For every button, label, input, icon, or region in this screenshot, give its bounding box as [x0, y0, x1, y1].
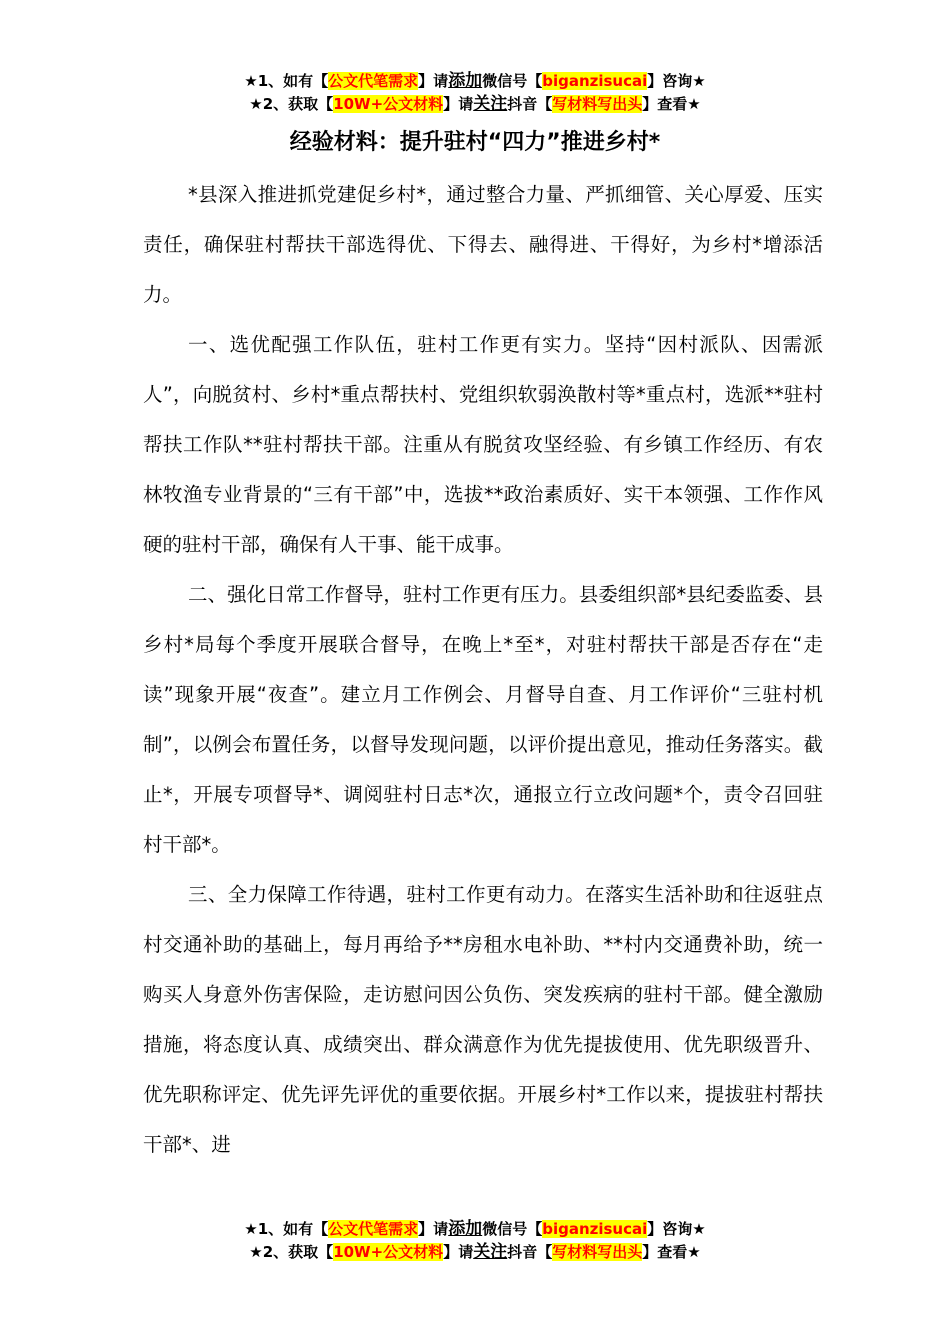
banner-highlight: 公文代笔需求 — [328, 1220, 419, 1238]
banner-text: ★1、如有【 — [244, 1220, 329, 1238]
banner-text: 微信号【 — [482, 1220, 543, 1238]
banner-highlight: 10W+公文材料 — [333, 95, 444, 113]
banner-text: 】查看★ — [642, 95, 701, 113]
banner-text: ★2、获取【 — [249, 95, 334, 113]
banner-text: ★1、如有【 — [244, 72, 329, 90]
banner-highlight: biganzisucai — [542, 1220, 648, 1238]
document-body — [143, 170, 823, 1170]
footer-banner — [0, 1218, 950, 1264]
banner-text: 】请 — [418, 72, 449, 90]
header-banner — [0, 70, 950, 116]
paragraph: 三、全力保障工作待遇，驻村工作更有动力。在落实生活补助和往返驻点村交通补助的基础上，每月再给予**房租水电补助、**村内交通费补助，统一购买人身意外伤害保险，走访慰问因公负伤、突发疾病的驻村干部。健全激励措施，将态度认真、成绩突出、群众满意作为优先提拔使用、优先职级晋升、优先职称评定、优先评先评优的重要依据。开展乡村*工作以来，提拔驻村帮扶干部*、进 — [143, 883, 823, 1156]
banner-text: 】咨询★ — [647, 72, 706, 90]
paragraph: *县深入推进抓党建促乡村*，通过整合力量、严抓细管、关心厚爱、压实责任，确保驻村帮扶干部选得优、下得去、融得进、干得好，为乡村*增添活力。 — [143, 183, 823, 306]
banner-line-2 — [0, 93, 950, 116]
banner-text: 】咨询★ — [647, 1220, 706, 1238]
banner-line-1 — [0, 70, 950, 93]
banner-line-2 — [0, 1241, 950, 1264]
banner-highlight: 公文代笔需求 — [328, 72, 419, 90]
banner-highlight: 写材料写出头 — [552, 95, 643, 113]
banner-text: 】请 — [443, 95, 474, 113]
banner-text: 微信号【 — [482, 72, 543, 90]
banner-text: 抖音【 — [507, 1243, 553, 1261]
banner-underlined: 添加 — [448, 1219, 483, 1239]
banner-line-1 — [0, 1218, 950, 1241]
banner-underlined: 关注 — [473, 94, 508, 114]
paragraph: 一、选优配强工作队伍，驻村工作更有实力。坚持“因村派队、因需派人”，向脱贫村、乡村*重点帮扶村、党组织软弱涣散村等*重点村，选派**驻村帮扶工作队**驻村帮扶干部。注重从有脱贫攻坚经验、有乡镇工作经历、有农林牧渔专业背景的“三有干部”中，选拔**政治素质好、实干本领强、工作作风硬的驻村干部，确保有人干事、能干成事。 — [143, 333, 823, 556]
banner-underlined: 添加 — [448, 71, 483, 91]
banner-text: 】查看★ — [642, 1243, 701, 1261]
banner-text: 抖音【 — [507, 95, 553, 113]
banner-highlight: 写材料写出头 — [552, 1243, 643, 1261]
banner-text: 】请 — [418, 1220, 449, 1238]
banner-text: ★2、获取【 — [249, 1243, 334, 1261]
paragraph: 二、强化日常工作督导，驻村工作更有压力。县委组织部*县纪委监委、县乡村*局每个季度开展联合督导，在晚上*至*，对驻村帮扶干部是否存在“走读”现象开展“夜查”。建立月工作例会、月督导自查、月工作评价“三驻村机制”，以例会布置任务，以督导发现问题，以评价提出意见，推动任务落实。截止*，开展专项督导*、调阅驻村日志*次，通报立行立改问题*个，责令召回驻村干部*。 — [143, 583, 823, 856]
banner-underlined: 关注 — [473, 1242, 508, 1262]
banner-text: 】请 — [443, 1243, 474, 1261]
banner-highlight: biganzisucai — [542, 72, 648, 90]
banner-highlight: 10W+公文材料 — [333, 1243, 444, 1261]
document-title: 经验材料：提升驻村“四力”推进乡村* — [289, 130, 661, 155]
